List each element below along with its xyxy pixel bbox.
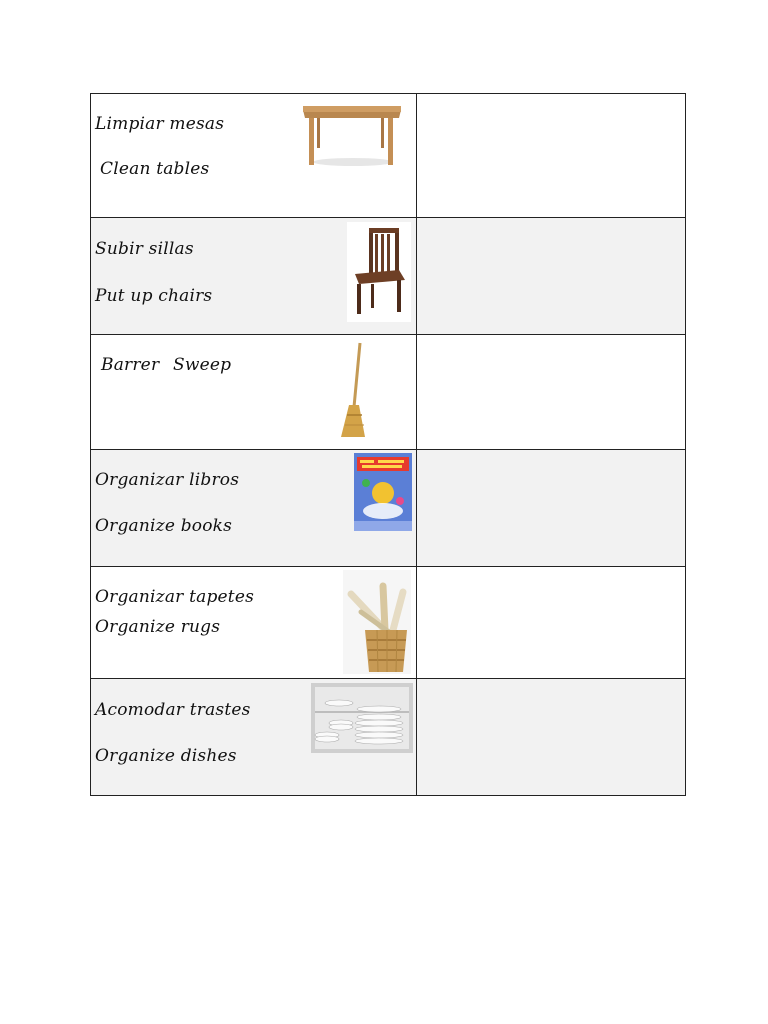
chore-cell xyxy=(91,450,417,567)
chore-english-label: Sweep xyxy=(173,355,232,375)
broom-image xyxy=(335,341,375,441)
blank-cell xyxy=(417,567,686,679)
chore-row xyxy=(91,94,686,218)
chore-row xyxy=(91,567,686,679)
book-cover-image xyxy=(354,453,412,531)
chore-spanish-label: Organizar tapetes xyxy=(95,587,255,607)
chore-spanish-label: Subir sillas xyxy=(95,239,194,259)
dishes-image xyxy=(311,683,413,753)
chore-english-label: Clean tables xyxy=(100,159,210,179)
chore-row xyxy=(91,450,686,567)
blank-cell xyxy=(417,94,686,218)
chore-row xyxy=(91,218,686,335)
chore-english-label: Organize dishes xyxy=(95,746,237,766)
chore-spanish-label: Barrer xyxy=(101,355,160,375)
chore-spanish-label: Organizar libros xyxy=(95,470,240,490)
blank-cell xyxy=(417,450,686,567)
chore-cell xyxy=(91,679,417,796)
chair-image xyxy=(347,222,411,322)
rugs-basket-image xyxy=(343,570,411,674)
chore-row xyxy=(91,335,686,450)
chore-cell xyxy=(91,218,417,335)
chore-spanish-label: Limpiar mesas xyxy=(95,114,225,134)
blank-cell xyxy=(417,218,686,335)
table-image xyxy=(301,104,403,168)
chore-row xyxy=(91,679,686,796)
chore-cell xyxy=(91,94,417,218)
chore-english-label: Put up chairs xyxy=(95,286,213,306)
chore-cell xyxy=(91,567,417,679)
chore-english-label: Organize rugs xyxy=(95,617,221,637)
blank-cell xyxy=(417,335,686,450)
chore-cell xyxy=(91,335,417,450)
chore-spanish-label: Acomodar trastes xyxy=(95,700,251,720)
chores-table xyxy=(90,93,686,796)
chore-english-label: Organize books xyxy=(95,516,233,536)
blank-cell xyxy=(417,679,686,796)
